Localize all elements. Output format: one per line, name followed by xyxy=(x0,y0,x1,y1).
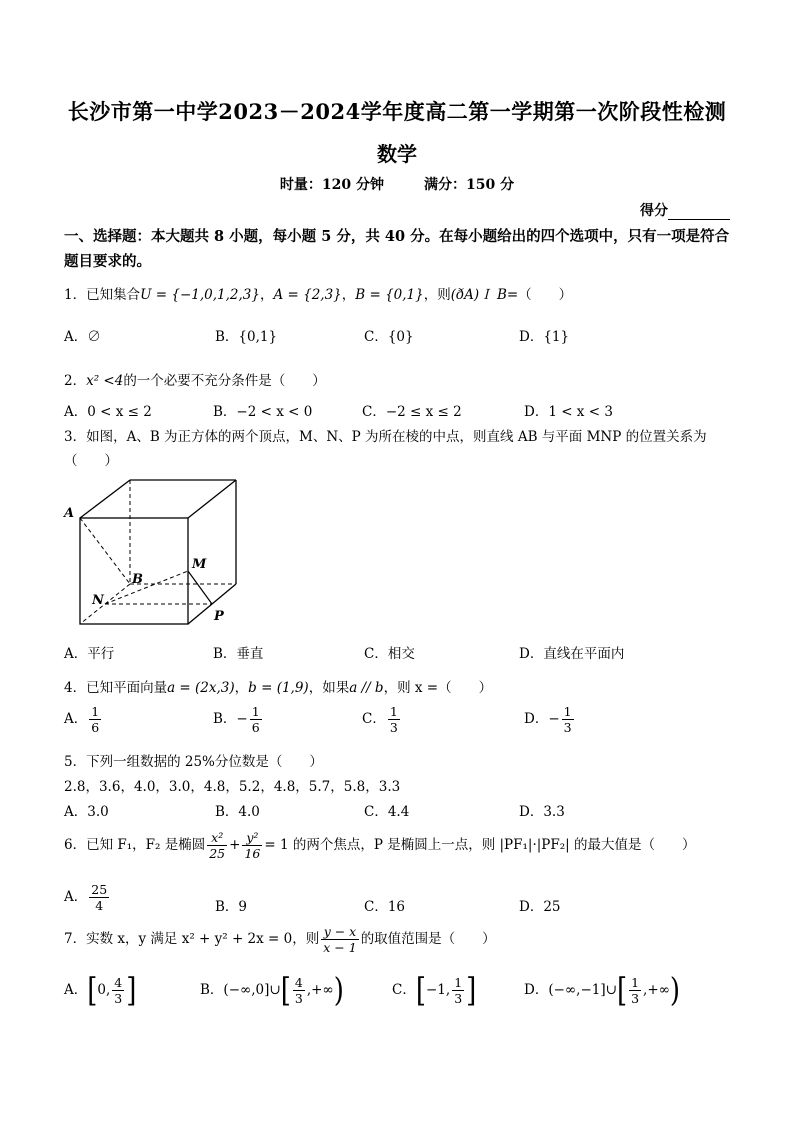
fraction xyxy=(388,704,400,735)
q2-option-a[interactable]: A．0 < x ≤ 2 xyxy=(64,404,152,420)
numerator: 1 xyxy=(454,975,463,990)
q6-option-d[interactable]: D．25 xyxy=(519,899,561,915)
numerator: x² xyxy=(207,830,227,846)
q1-option-b[interactable]: B．{0,1} xyxy=(215,329,278,345)
fraction xyxy=(452,975,464,1006)
fraction xyxy=(321,924,358,955)
q2-option-c[interactable]: C．−2 ≤ x ≤ 2 xyxy=(362,404,462,420)
label-B: B xyxy=(132,572,143,587)
q4-option-d-label: D．− xyxy=(524,711,560,727)
label-P: P xyxy=(214,609,224,624)
numerator: 1 xyxy=(91,704,100,719)
q7-option-c-label: C． xyxy=(392,982,416,998)
right-paren: ) xyxy=(669,971,681,1010)
question-7-stem xyxy=(64,924,496,955)
q4-option-b-label: B．− xyxy=(213,711,248,727)
plus-sign: + xyxy=(229,837,241,853)
q1-expr2: A)Ｉ B xyxy=(464,287,507,303)
q4-option-a[interactable] xyxy=(64,704,103,735)
question-6-stem xyxy=(64,830,696,861)
label-A: A xyxy=(64,506,75,521)
q4-option-b[interactable] xyxy=(213,704,264,735)
numerator: y − x xyxy=(321,924,358,940)
exam-subject: 数学 xyxy=(377,142,417,166)
denominator: 6 xyxy=(91,720,100,735)
fraction xyxy=(562,704,574,735)
fraction xyxy=(112,975,124,1006)
denominator: 3 xyxy=(563,720,572,735)
denominator: 3 xyxy=(454,991,463,1006)
numerator: 1 xyxy=(251,704,260,719)
cube-edge xyxy=(188,480,236,518)
q7-option-b[interactable] xyxy=(200,971,344,1010)
denominator: 25 xyxy=(209,846,226,861)
segment-MP xyxy=(188,571,212,604)
q1-option-a[interactable]: A．∅ xyxy=(64,329,101,345)
label-M: M xyxy=(192,557,207,572)
question-2-stem xyxy=(64,369,326,389)
q3-option-c[interactable]: C．相交 xyxy=(364,646,415,662)
q4-option-c-label: C． xyxy=(362,711,386,727)
q5-option-c[interactable]: C．4.4 xyxy=(364,804,410,820)
denominator: 3 xyxy=(631,991,640,1006)
q7-option-a-label: A． xyxy=(64,982,88,998)
q2-stem-start: 2． xyxy=(64,373,87,389)
numerator: 4 xyxy=(114,975,123,990)
fraction xyxy=(207,830,227,861)
q7-stem-end: 的取值范围是（ ） xyxy=(360,931,496,947)
q4-option-d[interactable] xyxy=(524,704,576,735)
q1-option-d[interactable]: D．{1} xyxy=(519,329,570,345)
interval-right: ,+∞ xyxy=(306,982,334,998)
q6-stem-mid: = 1 的两个焦点，P 是椭圆上一点，则 |PF₁|·|PF₂| 的最大值是（ ） xyxy=(264,837,696,853)
question-1-stem: 1．已知集合U = {−1,0,1,2,3}，A = {2,3}，B = {0,1}，则(ðA)Ｉ B=（ ） xyxy=(64,287,573,303)
q4-vector-b: b = (1,9) xyxy=(248,680,309,696)
fraction xyxy=(89,704,101,735)
interval-left: (−∞,0]∪ xyxy=(223,982,281,998)
question-5-data: 2.8，3.6，4.0，3.0，4.8，5.2，4.8，5.7，5.8，3.3 xyxy=(64,779,401,795)
numerator: y² xyxy=(242,830,262,846)
line-AB xyxy=(80,518,130,584)
q1-set-A: A = {2,3} xyxy=(273,287,342,303)
cube-figure xyxy=(58,472,248,632)
q4-option-c[interactable] xyxy=(362,704,402,735)
denominator: 3 xyxy=(294,991,303,1006)
q7-option-d-label: D． xyxy=(524,982,549,998)
numerator: 1 xyxy=(631,975,640,990)
time-limit: 时量：120 分钟 xyxy=(279,177,384,193)
q3-option-a[interactable]: A．平行 xyxy=(64,646,115,662)
q5-option-d[interactable]: D．3.3 xyxy=(519,804,565,820)
exam-title: 长沙市第一中学2023－2024学年度高二第一学期第一次阶段性检测 xyxy=(67,99,727,124)
q1-option-c[interactable]: C．{0} xyxy=(364,329,414,345)
q3-option-b[interactable]: B．垂直 xyxy=(213,646,264,662)
q2-option-d[interactable]: D．1 < x < 3 xyxy=(524,404,613,420)
denominator: 6 xyxy=(251,720,260,735)
q7-option-b-label: B． xyxy=(200,982,224,998)
exam-info xyxy=(0,174,794,194)
q5-option-a[interactable]: A．3.0 xyxy=(64,804,109,820)
label-N: N xyxy=(92,593,104,608)
q7-option-d[interactable] xyxy=(524,971,681,1010)
left-bracket: [ xyxy=(280,971,291,1010)
q6-option-a[interactable] xyxy=(64,882,111,913)
interval-left: (−∞,−1]∪ xyxy=(548,982,617,998)
question-3-stem: 3．如图，A、B 为正方体的两个顶点，M、N、P 为所在棱的中点，则直线 AB 与平面 MNP 的位置关系为 xyxy=(64,429,707,445)
left-bracket: [ xyxy=(616,971,628,1010)
numerator: 1 xyxy=(563,704,572,719)
denominator: 3 xyxy=(114,991,123,1006)
numerator: 1 xyxy=(389,704,398,719)
fraction xyxy=(629,975,641,1006)
fraction xyxy=(293,975,305,1006)
right-bracket: ] xyxy=(466,971,477,1010)
interval-right: ,+∞ xyxy=(643,982,670,998)
q4-vector-a: a = (2x,3) xyxy=(167,680,235,696)
fraction xyxy=(250,704,262,735)
full-score: 满分：150 分 xyxy=(424,177,515,193)
q6-stem-start: 6．已知 F₁，F₂ 是椭圆 xyxy=(64,837,206,853)
q4-condition: a // b xyxy=(349,680,384,696)
denominator: 3 xyxy=(389,720,398,735)
q6-option-a-label: A． xyxy=(64,889,88,905)
q1-stem-start: 1．已知集合 xyxy=(64,287,141,303)
score-blank-line[interactable] xyxy=(668,205,730,220)
question-3-paren: （ ） xyxy=(64,453,118,469)
q2-stem-end: 的一个必要不充分条件是（ ） xyxy=(123,373,326,389)
q1-stem-end: =（ ） xyxy=(506,287,573,303)
score-field-label: 得分 xyxy=(640,203,668,219)
q2-expr: x² <4 xyxy=(86,373,124,389)
cube-edge xyxy=(80,480,130,518)
q1-expr: (ð xyxy=(450,287,465,303)
section-heading: 一、选择题：本大题共 8 小题，每小题 5 分，共 40 分。在每小题给出的四个选项中，只有一项是符合题目要求的。 xyxy=(64,228,730,270)
q6-option-c[interactable]: C．16 xyxy=(364,899,406,915)
q5-option-b[interactable]: B．4.0 xyxy=(215,804,260,820)
right-paren: ) xyxy=(333,971,344,1010)
fraction xyxy=(242,830,262,861)
left-bracket: [ xyxy=(415,971,426,1010)
q1-set-B: B = {0,1} xyxy=(355,287,424,303)
fraction xyxy=(89,882,109,913)
q7-option-c[interactable] xyxy=(392,971,477,1010)
question-5-stem: 5．下列一组数据的 25%分位数是（ ） xyxy=(64,754,323,770)
question-4-stem: 4．已知平面向量a = (2x,3)，b = (1,9)，如果a // b，则 x =（ ） xyxy=(64,680,493,696)
q4-stem-mid: ，如果 xyxy=(308,680,350,696)
numerator: 4 xyxy=(294,975,303,990)
q4-stem-start: 4．已知平面向量 xyxy=(64,680,168,696)
segment-NM xyxy=(105,571,188,604)
q2-option-b[interactable]: B．−2 < x < 0 xyxy=(213,404,313,420)
q7-option-a[interactable] xyxy=(64,971,137,1010)
interval-left: 0, xyxy=(97,982,111,998)
denominator: 16 xyxy=(244,846,261,861)
q4-option-a-label: A． xyxy=(64,711,88,727)
denominator: x − 1 xyxy=(323,940,357,955)
score-field xyxy=(640,200,730,220)
numerator: 25 xyxy=(91,882,108,897)
q7-stem-start: 7．实数 x，y 满足 x² + y² + 2x = 0，则 xyxy=(64,931,320,947)
interval-left: −1, xyxy=(426,982,451,998)
q1-set-U: U = {−1,0,1,2,3} xyxy=(140,287,260,303)
right-bracket: ] xyxy=(126,971,137,1010)
denominator: 4 xyxy=(95,898,104,913)
q4-stem-end: ，则 x =（ ） xyxy=(383,680,493,696)
q3-option-d[interactable]: D．直线在平面内 xyxy=(519,646,625,662)
cube-front-face xyxy=(80,518,188,624)
q6-option-b[interactable]: B．9 xyxy=(215,899,248,915)
left-bracket: [ xyxy=(87,971,98,1010)
q1-stem-rest: ，则 xyxy=(423,287,451,303)
